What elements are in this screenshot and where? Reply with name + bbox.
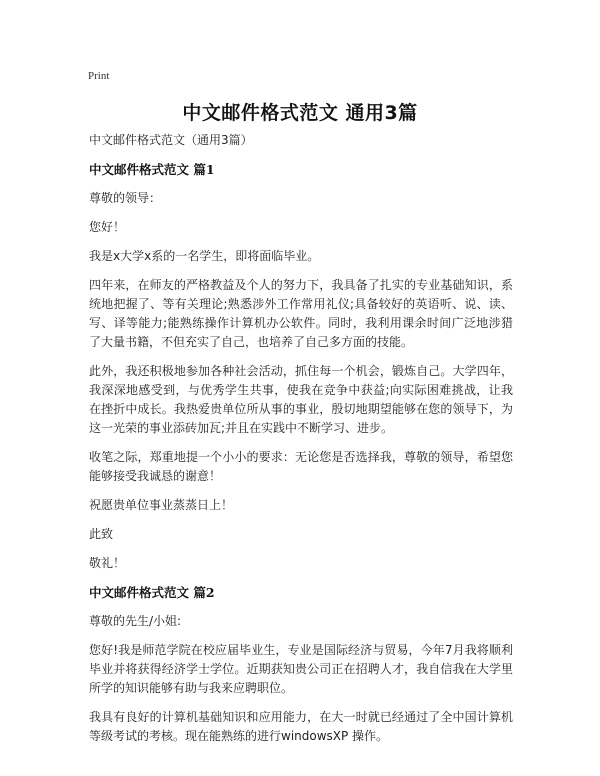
salutation: 尊敬的领导： bbox=[89, 191, 162, 205]
section-heading-1: 中文邮件格式范文 篇1 bbox=[89, 162, 215, 177]
document-body bbox=[89, 131, 513, 756]
closing-paragraph: 收笔之际，郑重地提一个小小的要求：无论您是否选择我，尊敬的领导，希望您能够接受我诚恳的谢意！ bbox=[89, 450, 513, 483]
body-paragraph: 我具有良好的计算机基础知识和应用能力，在大一时就已经通过了全中国计算机等级考试的考核。现在能熟练的进行windowsXP 操作。 bbox=[89, 710, 513, 743]
body-paragraph: 您好!我是师范学院在校应届毕业生，专业是国际经济与贸易，今年7月我将顺利毕业并将获得经济学士学位。近期获知贵公司正在招聘人才，我自信我在大学里所学的知识能够有助与我来应聘职位。 bbox=[89, 643, 513, 695]
sign-off-line: 此致 bbox=[89, 527, 114, 541]
document-title: 中文邮件格式范文 通用3篇 bbox=[182, 102, 418, 124]
print-label: Print bbox=[88, 70, 110, 82]
document-subtitle: 中文邮件格式范文（通用3篇） bbox=[89, 133, 253, 147]
intro-paragraph: 我是x大学x系的一名学生，即将面临毕业。 bbox=[89, 249, 320, 263]
wish-line: 祝愿贵单位事业蒸蒸日上！ bbox=[89, 498, 234, 512]
regards-line: 敬礼！ bbox=[89, 556, 126, 570]
greeting: 您好！ bbox=[89, 220, 126, 234]
salutation: 尊敬的先生/小姐: bbox=[89, 614, 182, 628]
body-paragraph: 四年来，在师友的严格教益及个人的努力下，我具备了扎实的专业基础知识，系统地把握了、等有关理论;熟悉涉外工作常用礼仪;具备较好的英语听、说、读、写、译等能力;能熟练操作计算机办公软件。同时，我利用课余时间广泛地涉猎了大量书籍，不但充实了自己，也培养了自己多方面的技能。 bbox=[89, 278, 513, 349]
body-paragraph: 此外，我还积极地参加各种社会活动，抓住每一个机会，锻炼自己。大学四年，我深深地感受到，与优秀学生共事，使我在竞争中获益;向实际困难挑战，让我在挫折中成长。我热爱贵单位所从事的事业，殷切地期望能够在您的领导下，为这一光荣的事业添砖加瓦;并且在实践中不断学习、进步。 bbox=[89, 364, 513, 435]
section-heading-2: 中文邮件格式范文 篇2 bbox=[89, 585, 215, 600]
